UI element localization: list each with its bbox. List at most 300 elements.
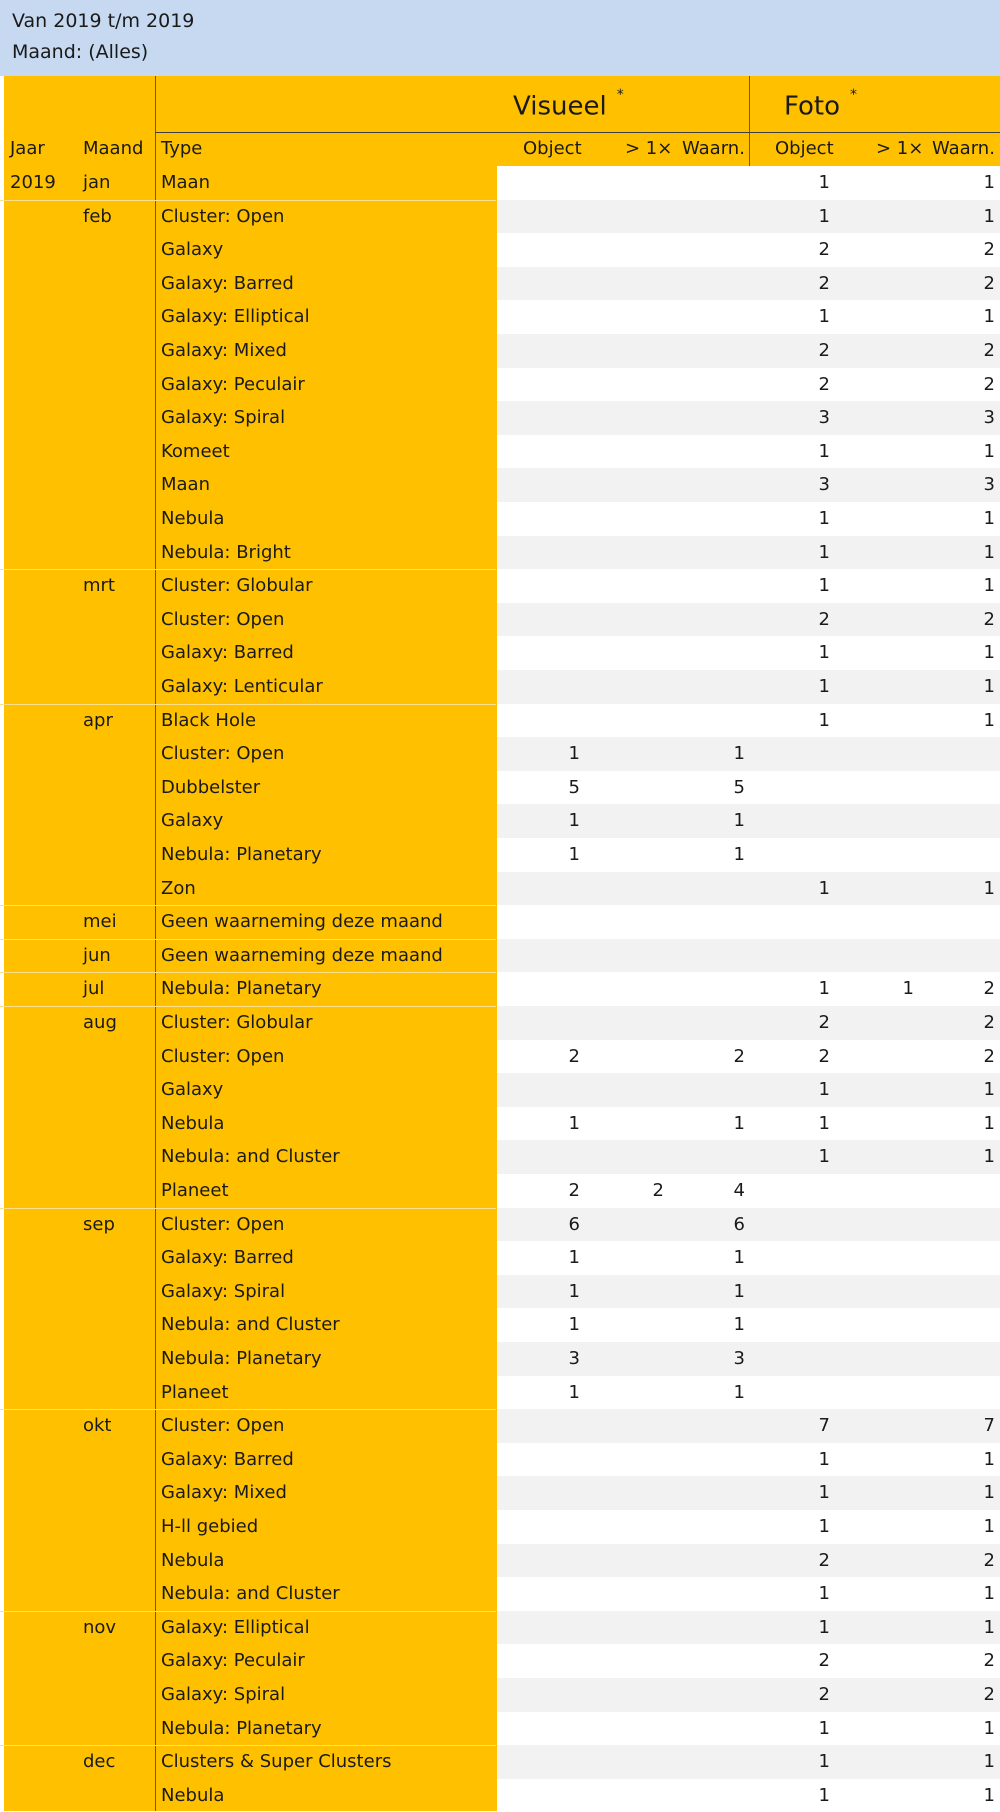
visual-obs-cell (675, 1443, 745, 1477)
visual-obs-cell (675, 334, 745, 368)
table-row (0, 737, 1000, 771)
year-cell (10, 1544, 70, 1578)
visual-object-cell (520, 200, 580, 234)
type-cell: Nebula: Planetary (161, 1348, 322, 1369)
visual-more-cell (600, 334, 664, 368)
visual-obs-cell (675, 1577, 745, 1611)
type-cell: Maan (161, 172, 210, 193)
foto-more-cell (850, 603, 914, 637)
visual-more-cell (600, 1376, 664, 1410)
year-cell: 2019 (10, 172, 56, 193)
visual-more-cell (600, 1745, 664, 1779)
table-row (0, 771, 1000, 805)
foto-more-cell (850, 838, 914, 872)
year-cell (10, 905, 70, 939)
type-cell: Galaxy: Lenticular (161, 676, 323, 697)
foto-object-cell: 1 (818, 642, 830, 664)
month-cell (83, 1644, 153, 1678)
visual-object-cell (520, 1779, 580, 1812)
visual-obs-cell (675, 300, 745, 334)
visual-obs-cell: 1 (733, 1247, 745, 1269)
foto-object-cell: 2 (818, 272, 830, 294)
table-row (0, 1577, 1000, 1611)
visual-object-cell: 1 (568, 1381, 580, 1403)
column-header-year: Jaar (10, 138, 45, 159)
foto-more-cell (850, 1779, 914, 1812)
foto-obs-cell: 1 (983, 1751, 995, 1773)
foto-obs-cell (925, 1308, 995, 1342)
month-cell (83, 300, 153, 334)
type-cell: Nebula (161, 508, 225, 529)
foto-more-cell (850, 1577, 914, 1611)
month-cell: apr (83, 709, 113, 731)
month-cell (83, 1476, 153, 1510)
column-header-foto-object: Object (775, 138, 834, 159)
type-cell: Cluster: Open (161, 1213, 285, 1235)
visual-object-cell (520, 267, 580, 301)
visual-obs-cell: 5 (733, 776, 745, 798)
year-cell (10, 435, 70, 469)
type-cell: Galaxy (161, 1079, 224, 1101)
visual-more-cell (600, 1073, 664, 1107)
table-row (0, 300, 1000, 334)
foto-obs-cell: 2 (983, 1684, 995, 1705)
year-cell (10, 569, 70, 603)
foto-more-cell (850, 1040, 914, 1074)
year-cell (10, 536, 70, 570)
visual-object-cell: 1 (568, 1280, 580, 1302)
visual-obs-cell (675, 468, 745, 502)
visual-more-cell (600, 569, 664, 603)
foto-obs-cell: 3 (983, 407, 995, 429)
visual-object-cell (520, 1006, 580, 1040)
table-row (0, 1779, 1000, 1812)
table-row (0, 972, 1000, 1006)
month-cell (83, 1443, 153, 1477)
foto-more-cell (850, 1241, 914, 1275)
visual-object-cell (520, 603, 580, 637)
type-cell: Galaxy: Mixed (161, 1482, 287, 1504)
photo-asterisk: * (850, 87, 858, 103)
visual-object-cell (520, 1678, 580, 1712)
visual-object-cell (520, 972, 580, 1006)
visual-more-cell (600, 368, 664, 402)
foto-object-cell (770, 771, 830, 805)
foto-obs-cell (925, 1174, 995, 1208)
foto-more-cell (850, 200, 914, 234)
visual-object-cell (520, 670, 580, 704)
foto-object-cell (770, 838, 830, 872)
month-cell (83, 1174, 153, 1208)
type-cell: Galaxy: Elliptical (161, 306, 310, 328)
foto-more-cell (850, 905, 914, 939)
year-cell (10, 670, 70, 704)
visual-obs-cell (675, 1409, 745, 1443)
year-cell (10, 1577, 70, 1611)
column-header-visual-object: Object (523, 138, 582, 159)
visual-more-cell (600, 1611, 664, 1645)
foto-object-cell: 2 (818, 373, 830, 395)
foto-more-cell (850, 536, 914, 570)
visual-object-cell (520, 939, 580, 973)
year-cell (10, 1611, 70, 1645)
foto-more-cell (850, 166, 914, 200)
year-cell (10, 1208, 70, 1242)
type-cell: Clusters & Super Clusters (161, 1751, 392, 1773)
table-row (0, 872, 1000, 906)
table-row (0, 1476, 1000, 1510)
foto-object-cell (770, 737, 830, 771)
table-row (0, 1208, 1000, 1242)
visual-more-cell (600, 804, 664, 838)
visual-more-cell (600, 468, 664, 502)
year-cell (10, 1476, 70, 1510)
foto-obs-cell: 2 (983, 340, 995, 361)
foto-object-cell: 1 (818, 1448, 830, 1470)
foto-obs-cell (925, 1241, 995, 1275)
month-cell (83, 804, 153, 838)
year-cell (10, 1006, 70, 1040)
foto-more-cell (850, 267, 914, 301)
month-cell (83, 267, 153, 301)
visual-object-cell: 5 (568, 776, 580, 798)
foto-object-cell (770, 1308, 830, 1342)
type-cell: Nebula (161, 1112, 225, 1134)
year-range-label: Van 2019 t/m 2019 (12, 10, 195, 32)
foto-obs-cell (925, 771, 995, 805)
visual-obs-cell (675, 1476, 745, 1510)
foto-obs-cell (925, 1342, 995, 1376)
visual-more-cell (600, 1644, 664, 1678)
type-cell: Nebula (161, 1784, 225, 1806)
type-cell: Galaxy: Peculair (161, 1650, 305, 1672)
visual-obs-cell (675, 401, 745, 435)
month-cell (83, 1779, 153, 1812)
foto-more-cell (850, 1678, 914, 1712)
table-row (0, 1241, 1000, 1275)
foto-object-cell (770, 1376, 830, 1410)
month-cell (83, 435, 153, 469)
year-cell (10, 1040, 70, 1074)
type-cell: Nebula: Planetary (161, 978, 322, 1000)
visual-obs-cell (675, 1006, 745, 1040)
visual-more-cell (600, 1208, 664, 1242)
foto-object-cell: 1 (818, 508, 830, 529)
table-row (0, 1443, 1000, 1477)
foto-object-cell: 1 (818, 205, 830, 227)
year-cell (10, 771, 70, 805)
type-cell: Nebula (161, 1549, 225, 1571)
visual-object-cell (520, 1644, 580, 1678)
year-cell (10, 1409, 70, 1443)
year-cell (10, 972, 70, 1006)
table-row (0, 1409, 1000, 1443)
visual-obs-cell (675, 603, 745, 637)
year-cell (10, 939, 70, 973)
type-cell: Galaxy (161, 810, 224, 832)
foto-more-cell (850, 1745, 914, 1779)
visual-more-cell (600, 1577, 664, 1611)
type-cell: Geen waarneming deze maand (161, 944, 443, 966)
foto-more-cell (850, 737, 914, 771)
foto-object-cell (770, 1174, 830, 1208)
visual-object-cell: 3 (568, 1348, 580, 1369)
table-row (0, 838, 1000, 872)
visual-more-cell (600, 502, 664, 536)
visual-object-cell (520, 468, 580, 502)
month-cell (83, 1140, 153, 1174)
visual-obs-cell: 1 (733, 810, 745, 832)
visual-obs-cell (675, 1712, 745, 1746)
visual-obs-cell (675, 1745, 745, 1779)
type-cell: Planeet (161, 1180, 229, 1201)
month-cell: jan (83, 172, 111, 193)
foto-obs-cell (925, 939, 995, 973)
visual-more-cell (600, 603, 664, 637)
foto-object-cell: 1 (818, 1751, 830, 1773)
month-cell: feb (83, 205, 112, 227)
visual-obs-cell: 1 (733, 1381, 745, 1403)
visual-obs-cell (675, 536, 745, 570)
year-cell (10, 1678, 70, 1712)
foto-more-cell (850, 771, 914, 805)
visual-obs-cell (675, 233, 745, 267)
month-cell: sep (83, 1213, 115, 1235)
foto-obs-cell: 1 (983, 541, 995, 563)
visual-object-cell (520, 1712, 580, 1746)
visual-more-cell (600, 1443, 664, 1477)
foto-more-cell (850, 670, 914, 704)
foto-obs-cell: 1 (983, 172, 995, 193)
visual-more-cell (600, 1308, 664, 1342)
foto-object-cell: 2 (818, 1045, 830, 1067)
month-cell (83, 1040, 153, 1074)
visual-object-cell (520, 704, 580, 738)
foto-more-cell (850, 368, 914, 402)
type-cell: Komeet (161, 440, 230, 462)
year-cell (10, 872, 70, 906)
visual-more-cell (600, 1107, 664, 1141)
month-cell (83, 1073, 153, 1107)
foto-object-cell (770, 1275, 830, 1309)
column-header-foto-more: > 1× (876, 138, 924, 159)
foto-obs-cell (925, 838, 995, 872)
visual-more-cell (600, 1006, 664, 1040)
visual-more-cell (600, 1040, 664, 1074)
table-row (0, 334, 1000, 368)
visual-object-cell (520, 233, 580, 267)
column-header-foto-obs: Waarn. (932, 138, 995, 159)
visual-more-cell (600, 704, 664, 738)
foto-obs-cell: 1 (983, 1717, 995, 1739)
visual-object-cell: 6 (568, 1213, 580, 1235)
foto-obs-cell (925, 1376, 995, 1410)
month-cell (83, 1544, 153, 1578)
foto-object-cell (770, 804, 830, 838)
visual-obs-cell (675, 1510, 745, 1544)
foto-object-cell: 3 (818, 474, 830, 496)
foto-more-cell (850, 1409, 914, 1443)
foto-more-cell (850, 1107, 914, 1141)
foto-more-cell (850, 636, 914, 670)
foto-obs-cell: 1 (983, 709, 995, 731)
foto-more-cell (850, 939, 914, 973)
foto-obs-cell: 1 (983, 575, 995, 597)
year-cell (10, 1275, 70, 1309)
visual-more-cell (600, 1342, 664, 1376)
foto-obs-cell: 2 (983, 978, 995, 1000)
year-cell (10, 1107, 70, 1141)
foto-object-cell (770, 1342, 830, 1376)
month-cell (83, 1107, 153, 1141)
visual-obs-cell: 1 (733, 844, 745, 865)
foto-obs-cell: 1 (983, 1516, 995, 1537)
table-row (0, 267, 1000, 301)
foto-object-cell: 1 (818, 306, 830, 328)
visual-obs-cell: 1 (733, 1112, 745, 1134)
visual-more-cell (600, 267, 664, 301)
month-cell (83, 670, 153, 704)
month-cell (83, 636, 153, 670)
foto-obs-cell (925, 1208, 995, 1242)
foto-obs-cell: 1 (983, 508, 995, 529)
foto-object-cell: 1 (818, 1482, 830, 1504)
month-cell (83, 1678, 153, 1712)
year-cell (10, 704, 70, 738)
visual-more-cell (600, 1275, 664, 1309)
visual-obs-cell (675, 435, 745, 469)
visual-obs-cell (675, 569, 745, 603)
visual-obs-cell: 2 (733, 1045, 745, 1067)
foto-object-cell (770, 939, 830, 973)
visual-obs-cell (675, 267, 745, 301)
table-row (0, 401, 1000, 435)
foto-object-cell (770, 1208, 830, 1242)
foto-obs-cell: 1 (983, 1448, 995, 1470)
visual-obs-cell (675, 939, 745, 973)
foto-obs-cell: 2 (983, 608, 995, 630)
foto-object-cell: 1 (818, 440, 830, 462)
month-cell (83, 368, 153, 402)
foto-object-cell: 1 (818, 172, 830, 193)
foto-more-cell (850, 1208, 914, 1242)
foto-object-cell: 3 (818, 407, 830, 429)
month-cell (83, 1376, 153, 1410)
foto-more-cell (850, 401, 914, 435)
visual-more-cell (600, 1678, 664, 1712)
month-cell (83, 233, 153, 267)
visual-object-cell (520, 368, 580, 402)
column-header-visual-obs: Waarn. (682, 138, 745, 159)
visual-more-cell (600, 1409, 664, 1443)
table-row (0, 1140, 1000, 1174)
foto-object-cell: 2 (818, 1684, 830, 1705)
month-cell: nov (83, 1616, 117, 1638)
foto-obs-cell (925, 804, 995, 838)
visual-more-cell (600, 435, 664, 469)
visual-more-cell (600, 1140, 664, 1174)
foto-more-cell (850, 804, 914, 838)
foto-obs-cell: 2 (983, 1045, 995, 1067)
type-cell: Galaxy: Mixed (161, 340, 287, 361)
visual-asterisk: * (616, 87, 624, 103)
foto-more-cell (850, 1275, 914, 1309)
foto-obs-cell: 1 (983, 877, 995, 899)
foto-object-cell: 1 (818, 676, 830, 697)
foto-obs-cell: 2 (983, 239, 995, 261)
table-row (0, 233, 1000, 267)
table-row (0, 939, 1000, 973)
type-cell: Geen waarneming deze maand (161, 911, 443, 933)
month-cell (83, 737, 153, 771)
foto-obs-cell: 7 (983, 1415, 995, 1437)
month-cell: jun (83, 944, 111, 966)
visual-object-cell (520, 1745, 580, 1779)
type-cell: Galaxy: Barred (161, 1448, 294, 1470)
table-row (0, 1275, 1000, 1309)
foto-more-cell (850, 1544, 914, 1578)
year-cell (10, 1510, 70, 1544)
visual-more-cell (600, 1510, 664, 1544)
year-cell (10, 334, 70, 368)
foto-object-cell: 1 (818, 877, 830, 899)
table-row (0, 1040, 1000, 1074)
table-row (0, 502, 1000, 536)
visual-obs-cell (675, 1073, 745, 1107)
type-cell: Planeet (161, 1381, 229, 1403)
month-cell: mei (83, 911, 117, 933)
year-cell (10, 636, 70, 670)
year-cell (10, 300, 70, 334)
foto-object-cell: 2 (818, 608, 830, 630)
foto-more-cell (850, 872, 914, 906)
type-cell: Dubbelster (161, 776, 261, 798)
year-cell (10, 1712, 70, 1746)
type-cell: Galaxy (161, 239, 224, 261)
visual-object-cell (520, 872, 580, 906)
visual-obs-cell (675, 1611, 745, 1645)
year-cell (10, 1644, 70, 1678)
table-row (0, 1678, 1000, 1712)
visual-obs-cell (675, 972, 745, 1006)
foto-object-cell: 2 (818, 1012, 830, 1033)
visual-more-cell (600, 636, 664, 670)
visual-obs-cell (675, 166, 745, 200)
visual-object-cell (520, 1510, 580, 1544)
visual-object-cell (520, 636, 580, 670)
visual-object-cell (520, 1476, 580, 1510)
foto-object-cell: 1 (818, 1079, 830, 1101)
month-cell (83, 401, 153, 435)
column-header-month: Maand (83, 138, 144, 159)
month-filter-label: Maand: (Alles) (12, 41, 149, 63)
visual-more-cell (600, 1544, 664, 1578)
visual-obs-cell (675, 1644, 745, 1678)
visual-object-cell: 1 (568, 1112, 580, 1134)
visual-object-cell (520, 401, 580, 435)
month-cell (83, 838, 153, 872)
table-row (0, 435, 1000, 469)
column-header-visual-more: > 1× (625, 138, 673, 159)
year-cell (10, 1241, 70, 1275)
visual-more-cell (600, 1779, 664, 1812)
visual-object-cell (520, 1443, 580, 1477)
table-row (0, 1745, 1000, 1779)
year-cell (10, 1342, 70, 1376)
visual-more-cell (600, 972, 664, 1006)
foto-more-cell (850, 1342, 914, 1376)
type-cell: Nebula: Bright (161, 541, 291, 563)
